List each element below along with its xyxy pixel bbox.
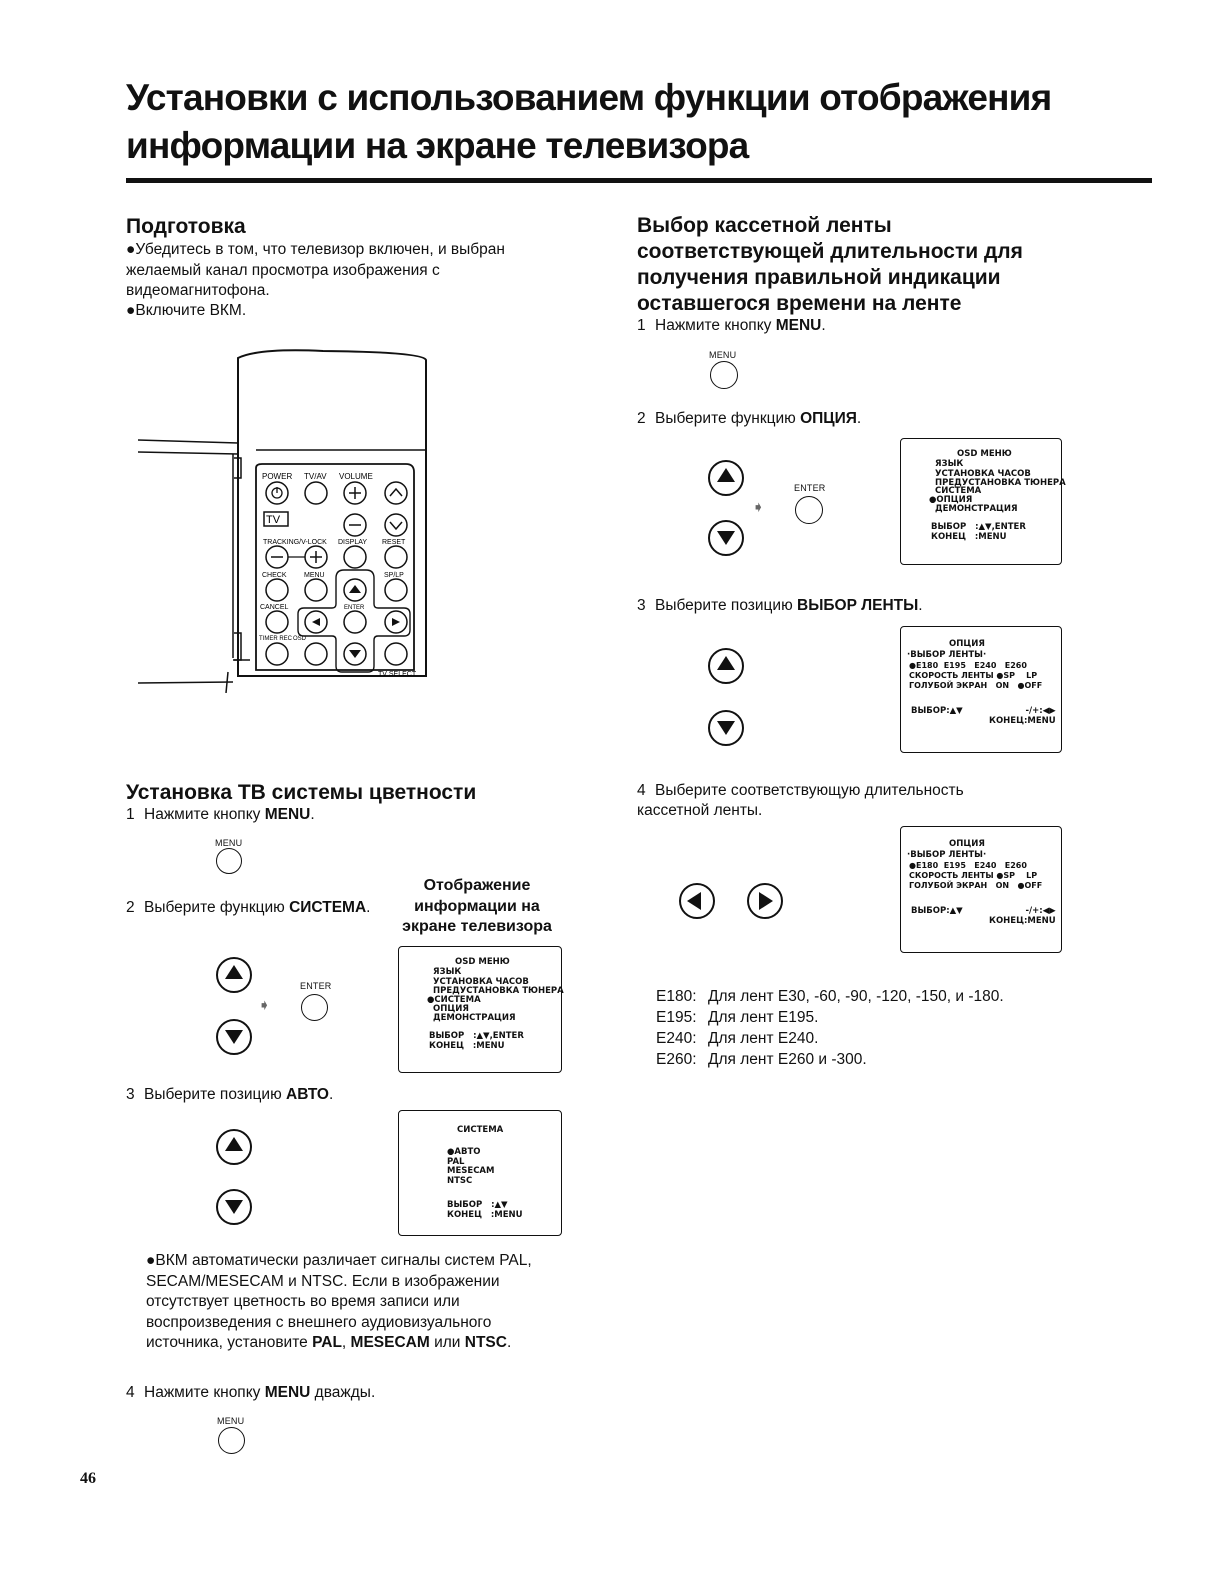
- tape-step-2: 2 Выберите функцию ОПЦИЯ.: [637, 410, 862, 427]
- up-arrow-button: [216, 957, 252, 993]
- step-number: 3: [637, 597, 646, 614]
- osd-menu-screen-color: OSD МЕНЮ ЯЗЫК УСТАНОВКА ЧАСОВ ПРЕДУСТАНОВКА ТЮНЕРА ●СИСТЕМА ОПЦИЯ ДЕМОНСТРАЦИЯ ВЫБОР :▲▼,ENTER КОНЕЦ :MENU: [398, 946, 562, 1073]
- step-number: 2: [126, 899, 135, 916]
- enter-button: [301, 994, 328, 1021]
- osd-option-screen-2: ОПЦИЯ ·ВЫБОР ЛЕНТЫ· ●E180 E195 E240 E260 СКОРОСТЬ ЛЕНТЫ ●SP LP ГОЛУБОЙ ЭКРАН ON ●OFF ВЫБОР:▲▼ -/+:◀▶ КОНЕЦ:MENU: [900, 826, 1062, 953]
- remote-enter-button: [344, 611, 366, 633]
- prep-bullet-1: ●Убедитесь в том, что телевизор включен, и выбран желаемый канал просмотра изображения с видеомагнитофона.: [126, 241, 505, 299]
- menu-label: MENU: [215, 838, 243, 848]
- tracking-label: TRACKING/V-LOCK: [263, 539, 327, 546]
- power-label: POWER: [262, 472, 293, 481]
- osd-menu-screen-tape: OSD МЕНЮ ЯЗЫК УСТАНОВКА ЧАСОВ ПРЕДУСТАНОВКА ТЮНЕРА СИСТЕМА ●ОПЦИЯ ДЕМОНСТРАЦИЯ ВЫБОР :▲▼,ENTER КОНЕЦ :MENU: [900, 438, 1062, 565]
- left-arrow-button: [679, 883, 715, 919]
- title-rule: [126, 178, 1152, 183]
- remote-menu-label: MENU: [304, 572, 325, 579]
- check-label: CHECK: [262, 572, 287, 579]
- color-step-1: 1 Нажмите кнопку MENU.: [126, 806, 315, 823]
- list-item: E260: Для лент E260 и -300.: [656, 1051, 867, 1068]
- color-step-2: 2 Выберите функцию СИСТЕМА.: [126, 899, 371, 916]
- channel-up-button: [385, 482, 407, 504]
- list-item: E195: Для лент E195.: [656, 1009, 819, 1026]
- step-number: 4: [637, 782, 646, 799]
- prep-bullet-2: ●Включите ВКМ.: [126, 302, 247, 319]
- osd-system-screen: СИСТЕМА ●АВТО PAL MESECAM NTSC ВЫБОР :▲▼ КОНЕЦ :MENU: [398, 1110, 562, 1236]
- color-step-4: 4 Нажмите кнопку MENU дважды.: [126, 1384, 376, 1401]
- tvav-button: [305, 482, 327, 504]
- tape-length-list: [656, 986, 1004, 1070]
- tape-step-4: 4 Выберите соответствующую длительность кассетной ленты.: [637, 782, 964, 819]
- menu-button: [710, 361, 738, 389]
- enter-label: ENTER: [794, 483, 826, 493]
- menu-button: [216, 848, 242, 874]
- press-arrow-icon: ➧: [752, 499, 765, 516]
- down-arrow-button: [708, 710, 744, 746]
- tape-step-1: 1 Нажмите кнопку MENU.: [637, 317, 826, 334]
- remote-illustration: [138, 348, 443, 693]
- color-step-3: 3 Выберите позицию АВТО.: [126, 1086, 334, 1103]
- remote-menu-button: [305, 579, 327, 601]
- tape-step-3: 3 Выберите позицию ВЫБОР ЛЕНТЫ.: [637, 597, 923, 614]
- tape-heading: Выбор кассетной ленты соответствующей длительности для получения правильной индикации оставшегося времени на ленте: [637, 214, 1023, 315]
- step-number: 1: [637, 317, 646, 334]
- step-number: 3: [126, 1086, 135, 1103]
- page-title: Установки с использованием функции отображения информации на экране телевизора: [126, 77, 1052, 166]
- reset-label: RESET: [382, 539, 406, 546]
- press-arrow-icon: ➧: [258, 997, 271, 1014]
- enter-button: [795, 496, 823, 524]
- timerrec-label: TIMER REC: [259, 636, 292, 642]
- list-item: E180: Для лент E30, -60, -90, -120, -150, и -180.: [656, 988, 1004, 1005]
- volume-label: VOLUME: [339, 472, 373, 481]
- color-note: ●ВКМ автоматически различает сигналы систем PAL, SECAM/MESECAM и NTSC. Если в изображении отсутствует цветность во время записи или воспроизведения с внешнего аудиовизуального источника, установите PAL, MESECAM или NTSC.: [146, 1252, 532, 1351]
- channel-down-button: [385, 514, 407, 536]
- step-number: 4: [126, 1384, 135, 1401]
- up-arrow-button: [216, 1129, 252, 1165]
- page-number: 46: [80, 1470, 96, 1487]
- osd-label: OSD: [293, 636, 307, 642]
- menu-label: MENU: [217, 1416, 245, 1426]
- tv-label: TV: [266, 514, 281, 526]
- tvav-label: TV/AV: [304, 472, 327, 481]
- remote-enter-label: ENTER: [344, 605, 365, 611]
- tvselect-label: TV SELECT: [378, 671, 417, 678]
- splp-label: SP/LP: [384, 572, 404, 579]
- menu-button: [218, 1427, 245, 1454]
- step-number: 2: [637, 410, 646, 427]
- display-label: DISPLAY: [338, 539, 368, 546]
- down-arrow-button: [708, 520, 744, 556]
- color-heading: Установка ТВ системы цветности: [126, 781, 477, 804]
- up-arrow-button: [708, 460, 744, 496]
- cancel-label: CANCEL: [260, 604, 289, 611]
- osd-caption: Отображение информации на экране телевизора: [402, 877, 552, 935]
- down-arrow-button: [216, 1019, 252, 1055]
- menu-label: MENU: [709, 350, 737, 360]
- prep-heading: Подготовка: [126, 215, 246, 238]
- up-arrow-button: [708, 648, 744, 684]
- enter-label: ENTER: [300, 981, 332, 991]
- right-arrow-button: [747, 883, 783, 919]
- step-number: 1: [126, 806, 135, 823]
- down-arrow-button: [216, 1189, 252, 1225]
- osd-option-screen: ОПЦИЯ ·ВЫБОР ЛЕНТЫ· ●E180 E195 E240 E260 СКОРОСТЬ ЛЕНТЫ ●SP LP ГОЛУБОЙ ЭКРАН ON ●OFF ВЫБОР:▲▼ -/+:◀▶ КОНЕЦ:MENU: [900, 626, 1062, 753]
- list-item: E240: Для лент E240.: [656, 1030, 819, 1047]
